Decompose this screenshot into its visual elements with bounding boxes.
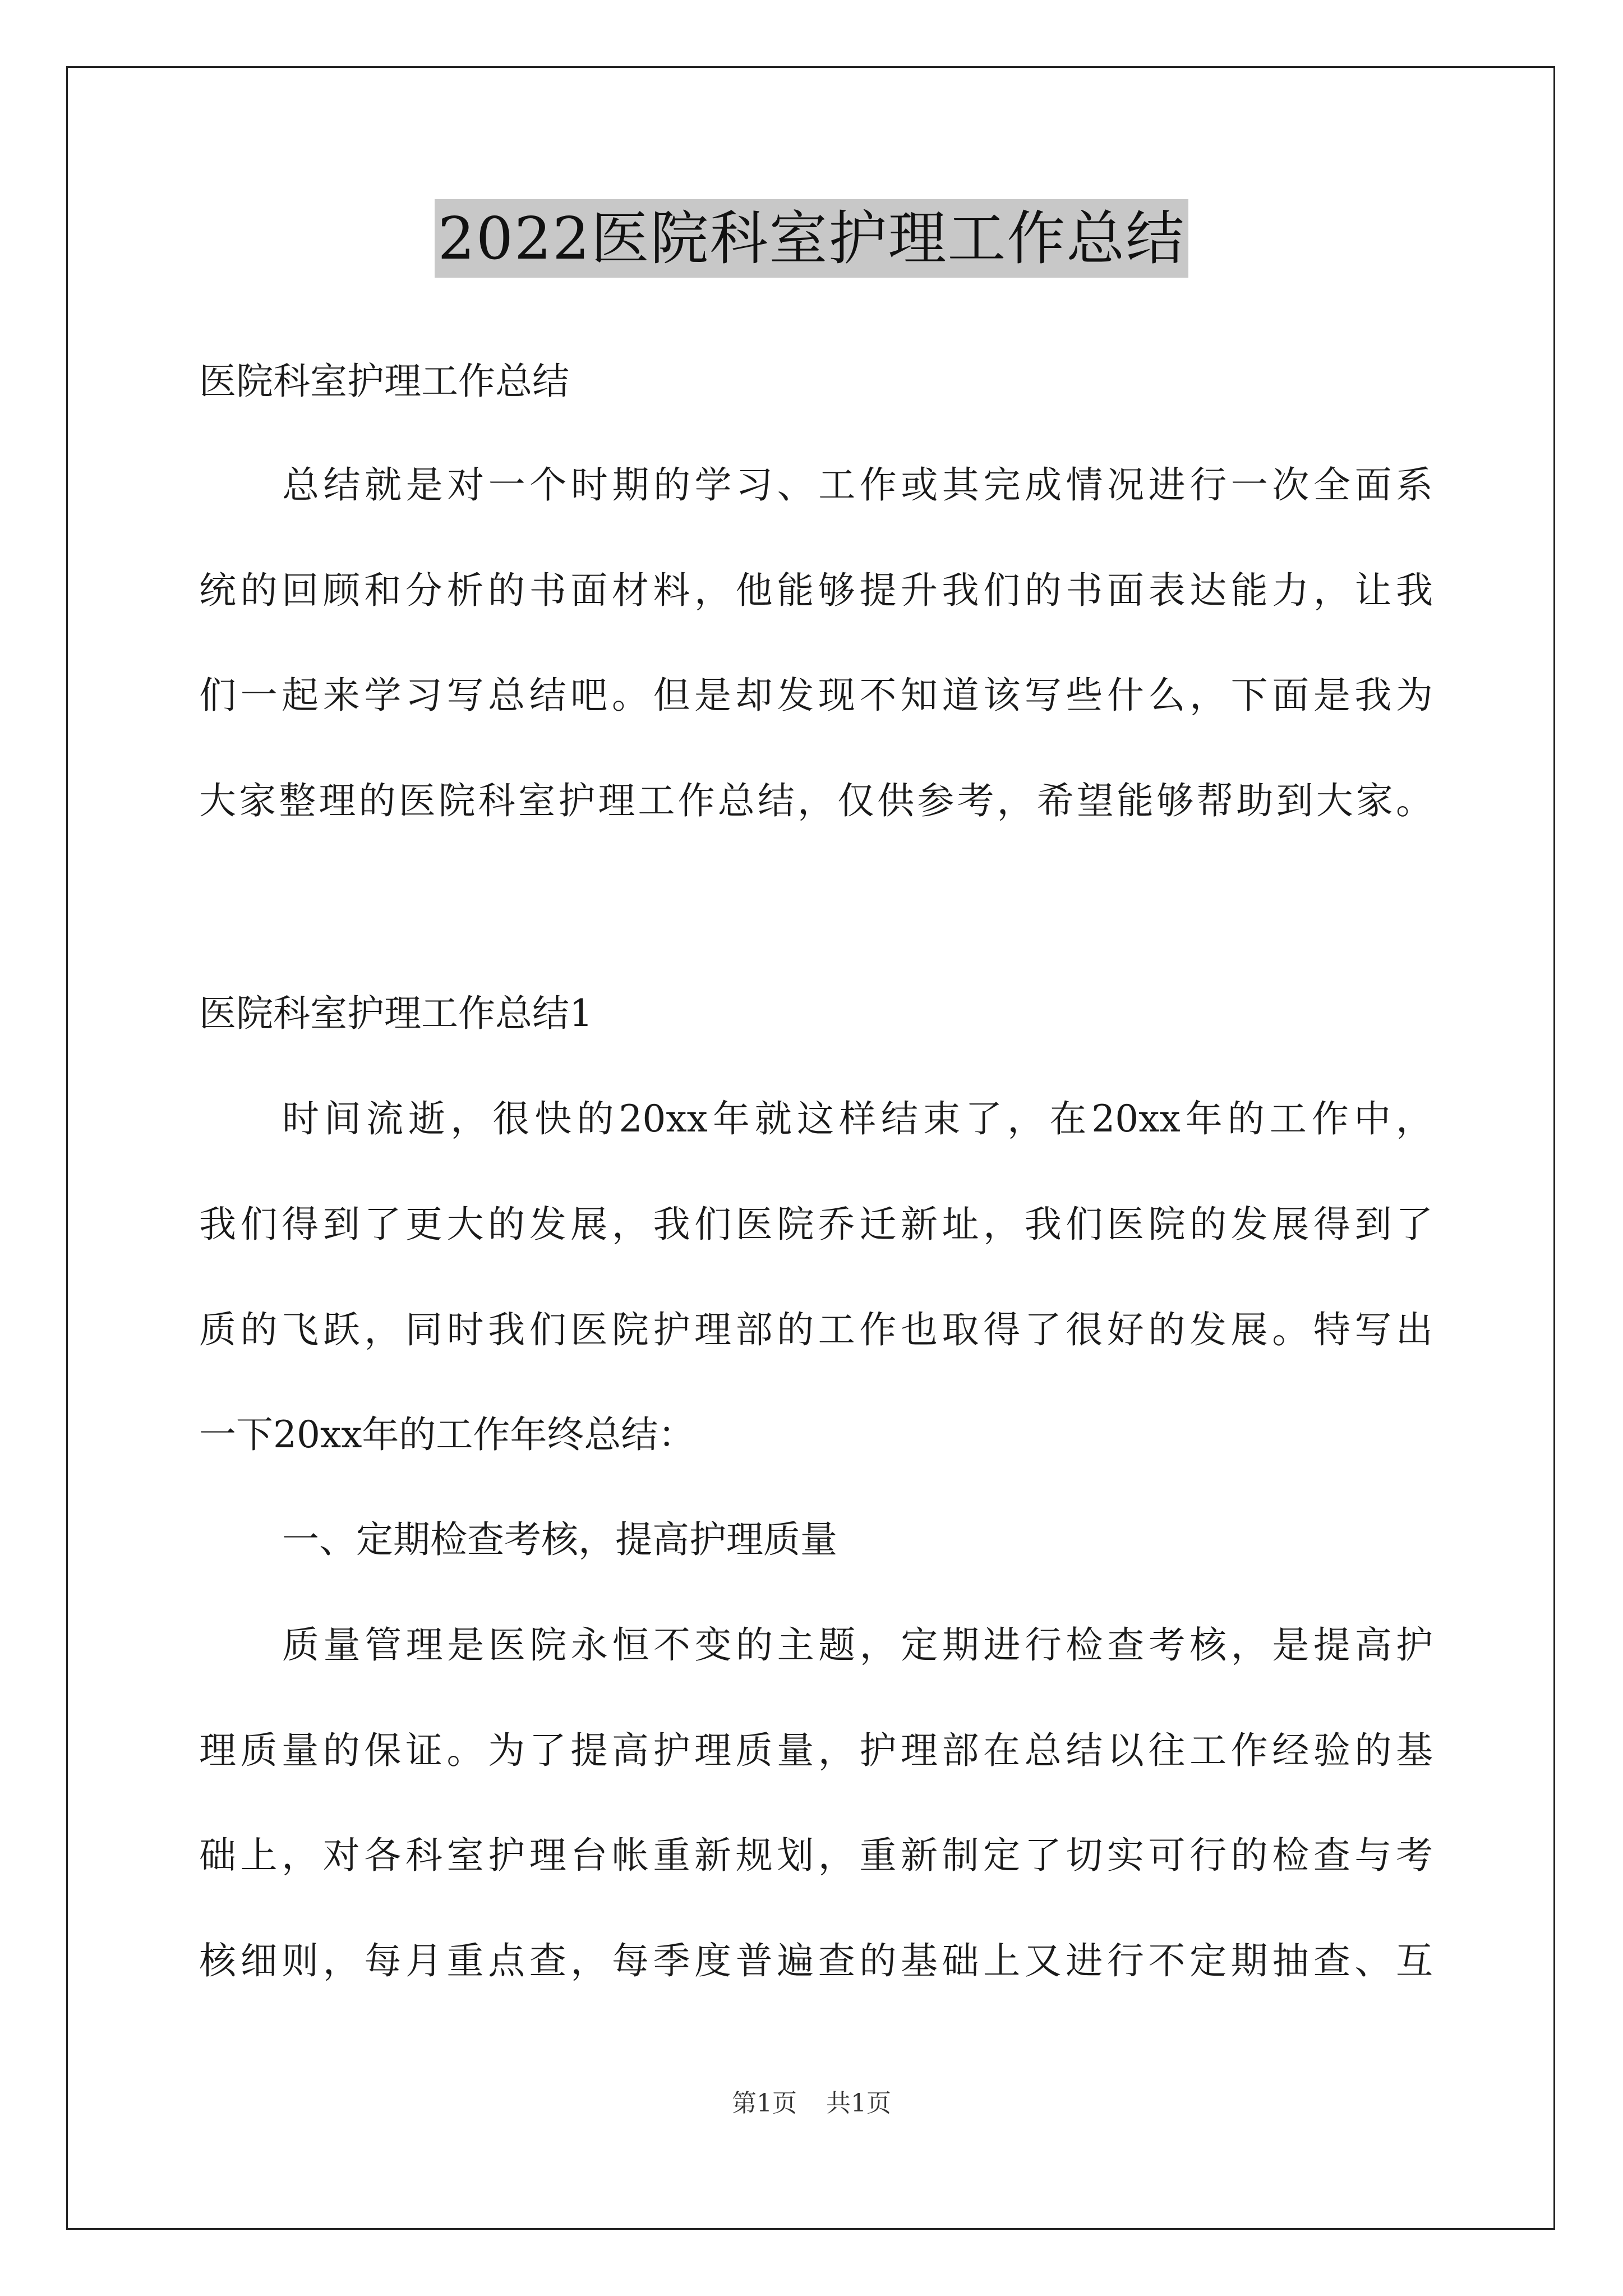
document-title: 2022医院科室护理工作总结 [435, 199, 1189, 278]
paragraph-line: 质量管理是医院永恒不变的主题，定期进行检查考核，是提高护 [282, 1623, 1433, 1667]
paragraph-line: 时间流逝，很快的20xx年就这样结束了，在20xx年的工作中， [282, 1097, 1433, 1140]
paragraph-line: 们一起来学习写总结吧。但是却发现不知道该写些什么，下面是我为 [199, 674, 1433, 717]
page-number: 第1页 [732, 2089, 797, 2118]
subsection-heading: 一、定期检查考核，提高护理质量 [282, 1518, 837, 1561]
paragraph-line: 一下20xx年的工作年终总结： [199, 1413, 695, 1456]
paragraph-line: 础上，对各科室护理台帐重新规划，重新制定了切实可行的检查与考 [199, 1834, 1433, 1877]
paragraph-line: 总结就是对一个时期的学习、工作或其完成情况进行一次全面系 [282, 463, 1433, 507]
title-container [0, 199, 1623, 278]
paragraph-line: 我们得到了更大的发展，我们医院乔迁新址，我们医院的发展得到了 [199, 1203, 1433, 1246]
section-heading: 医院科室护理工作总结1 [199, 992, 593, 1035]
page-total: 共1页 [826, 2089, 891, 2118]
paragraph-line: 理质量的保证。为了提高护理质量，护理部在总结以往工作经验的基 [199, 1729, 1433, 1772]
paragraph-line: 核细则，每月重点查，每季度普遍查的基础上又进行不定期抽查、互 [199, 1939, 1433, 1982]
paragraph-line: 大家整理的医院科室护理工作总结，仅供参考，希望能够帮助到大家。 [199, 779, 1433, 822]
subtitle-line: 医院科室护理工作总结 [199, 360, 569, 403]
page-footer [0, 2087, 1623, 2120]
paragraph-line: 统的回顾和分析的书面材料，他能够提升我们的书面表达能力，让我 [199, 569, 1433, 612]
paragraph-line: 质的飞跃，同时我们医院护理部的工作也取得了很好的发展。特写出 [199, 1308, 1433, 1351]
